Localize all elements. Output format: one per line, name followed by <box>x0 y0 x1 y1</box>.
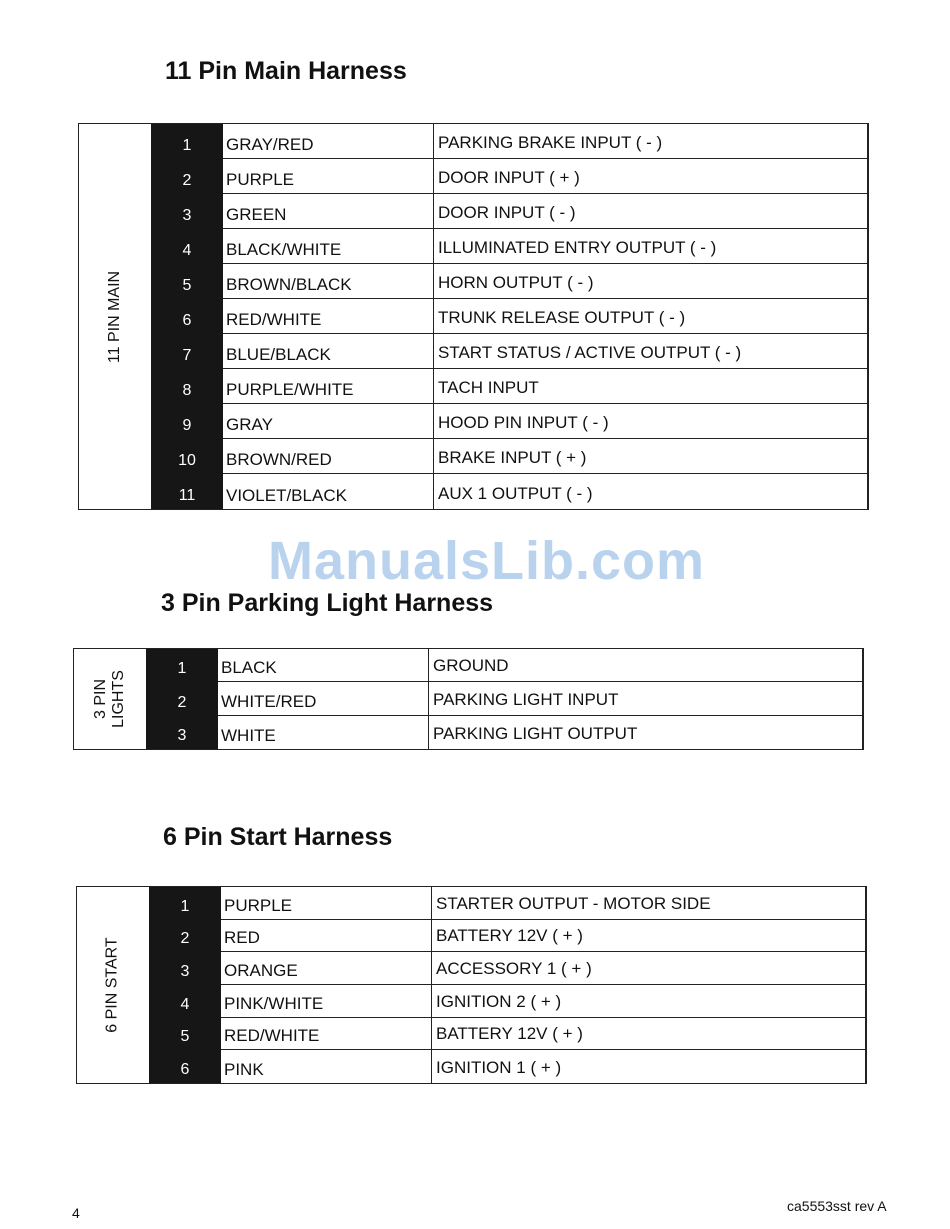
table-row <box>149 985 866 1018</box>
table-row <box>151 229 868 264</box>
wire-function: HORN OUTPUT ( - ) <box>434 263 868 299</box>
wire-color: BLACK/WHITE <box>223 229 434 264</box>
side-label-line: LIGHTS <box>109 670 127 728</box>
wire-function: ACCESSORY 1 ( + ) <box>432 951 866 985</box>
table-row <box>149 920 866 953</box>
wire-function: DOOR INPUT ( + ) <box>434 158 868 194</box>
table-row <box>149 1018 866 1051</box>
harness-side-label <box>79 124 151 509</box>
wire-function: IGNITION 1 ( + ) <box>432 1049 866 1083</box>
section-title-11-pin-main: 11 Pin Main Harness <box>165 57 407 85</box>
table-row <box>151 369 868 404</box>
table-row <box>151 404 868 439</box>
wire-color: GREEN <box>223 194 434 229</box>
harness-table-11-pin-main <box>78 123 869 510</box>
pin-number: 10 <box>151 439 223 474</box>
wire-function: PARKING BRAKE INPUT ( - ) <box>434 123 868 159</box>
pin-number: 5 <box>151 264 223 299</box>
wire-color: PURPLE <box>223 159 434 194</box>
wire-function: BATTERY 12V ( + ) <box>432 919 866 953</box>
pin-number: 8 <box>151 369 223 404</box>
pin-number: 3 <box>149 952 221 985</box>
table-row <box>151 334 868 369</box>
wire-color: BROWN/BLACK <box>223 264 434 299</box>
pin-number: 4 <box>151 229 223 264</box>
table-row <box>146 649 863 682</box>
wire-color: BROWN/RED <box>223 439 434 474</box>
wire-color: RED <box>221 920 432 953</box>
pin-number: 1 <box>149 887 221 920</box>
table-row <box>149 952 866 985</box>
wire-color: GRAY/RED <box>223 124 434 159</box>
table-row <box>149 1050 866 1083</box>
harness-rows <box>149 887 866 1083</box>
pin-number: 1 <box>151 124 223 159</box>
document-code: ca5553sst rev A <box>787 1198 887 1214</box>
wire-function: STARTER OUTPUT - MOTOR SIDE <box>432 886 866 920</box>
wire-color: PURPLE/WHITE <box>223 369 434 404</box>
pin-number: 4 <box>149 985 221 1018</box>
side-label-text <box>92 670 128 728</box>
table-row <box>151 439 868 474</box>
wire-color: BLACK <box>218 649 429 682</box>
pin-number: 9 <box>151 404 223 439</box>
wire-function: ILLUMINATED ENTRY OUTPUT ( - ) <box>434 228 868 264</box>
wire-function: IGNITION 2 ( + ) <box>432 984 866 1018</box>
pin-number: 6 <box>149 1050 221 1083</box>
wire-function: DOOR INPUT ( - ) <box>434 193 868 229</box>
wire-color: WHITE <box>218 716 429 749</box>
side-label-text: 11 PIN MAIN <box>106 270 124 363</box>
harness-rows <box>151 124 868 509</box>
wire-function: PARKING LIGHT OUTPUT <box>429 715 863 749</box>
section-title-6-pin-start: 6 Pin Start Harness <box>163 823 393 851</box>
wire-color: BLUE/BLACK <box>223 334 434 369</box>
pin-number: 2 <box>151 159 223 194</box>
page-number: 4 <box>72 1205 80 1221</box>
table-row <box>146 682 863 715</box>
wire-color: ORANGE <box>221 952 432 985</box>
table-row <box>151 474 868 509</box>
table-row <box>151 194 868 229</box>
wire-color: RED/WHITE <box>221 1018 432 1051</box>
wire-function: AUX 1 OUTPUT ( - ) <box>434 473 868 509</box>
wire-color: PINK/WHITE <box>221 985 432 1018</box>
wire-color: GRAY <box>223 404 434 439</box>
wire-function: TRUNK RELEASE OUTPUT ( - ) <box>434 298 868 334</box>
table-row <box>146 716 863 749</box>
wire-function: START STATUS / ACTIVE OUTPUT ( - ) <box>434 333 868 369</box>
pin-number: 5 <box>149 1018 221 1051</box>
pin-number: 11 <box>151 474 223 509</box>
wire-function: HOOD PIN INPUT ( - ) <box>434 403 868 439</box>
side-label-line: 3 PIN <box>91 678 109 720</box>
wire-function: BATTERY 12V ( + ) <box>432 1017 866 1051</box>
harness-side-label <box>77 887 149 1083</box>
table-row <box>149 887 866 920</box>
wire-function: GROUND <box>429 648 863 682</box>
pin-number: 6 <box>151 299 223 334</box>
harness-rows <box>146 649 863 749</box>
wire-function: PARKING LIGHT INPUT <box>429 681 863 715</box>
wire-color: PINK <box>221 1050 432 1083</box>
wire-color: PURPLE <box>221 887 432 920</box>
table-row <box>151 299 868 334</box>
harness-side-label <box>74 649 146 749</box>
table-row <box>151 264 868 299</box>
pin-number: 2 <box>149 920 221 953</box>
watermark-text: ManualsLib.com <box>268 531 706 591</box>
table-row <box>151 124 868 159</box>
pin-number: 3 <box>151 194 223 229</box>
side-label-text: 6 PIN START <box>104 937 121 1033</box>
wire-color: VIOLET/BLACK <box>223 474 434 509</box>
table-row <box>151 159 868 194</box>
section-title-3-pin-lights: 3 Pin Parking Light Harness <box>161 589 494 617</box>
pin-number: 2 <box>146 682 218 715</box>
harness-table-3-pin-lights <box>73 648 864 750</box>
pin-number: 7 <box>151 334 223 369</box>
wire-color: RED/WHITE <box>223 299 434 334</box>
wire-function: BRAKE INPUT ( + ) <box>434 438 868 474</box>
wire-color: WHITE/RED <box>218 682 429 715</box>
wire-function: TACH INPUT <box>434 368 868 404</box>
pin-number: 1 <box>146 649 218 682</box>
harness-table-6-pin-start <box>76 886 867 1084</box>
pin-number: 3 <box>146 716 218 749</box>
